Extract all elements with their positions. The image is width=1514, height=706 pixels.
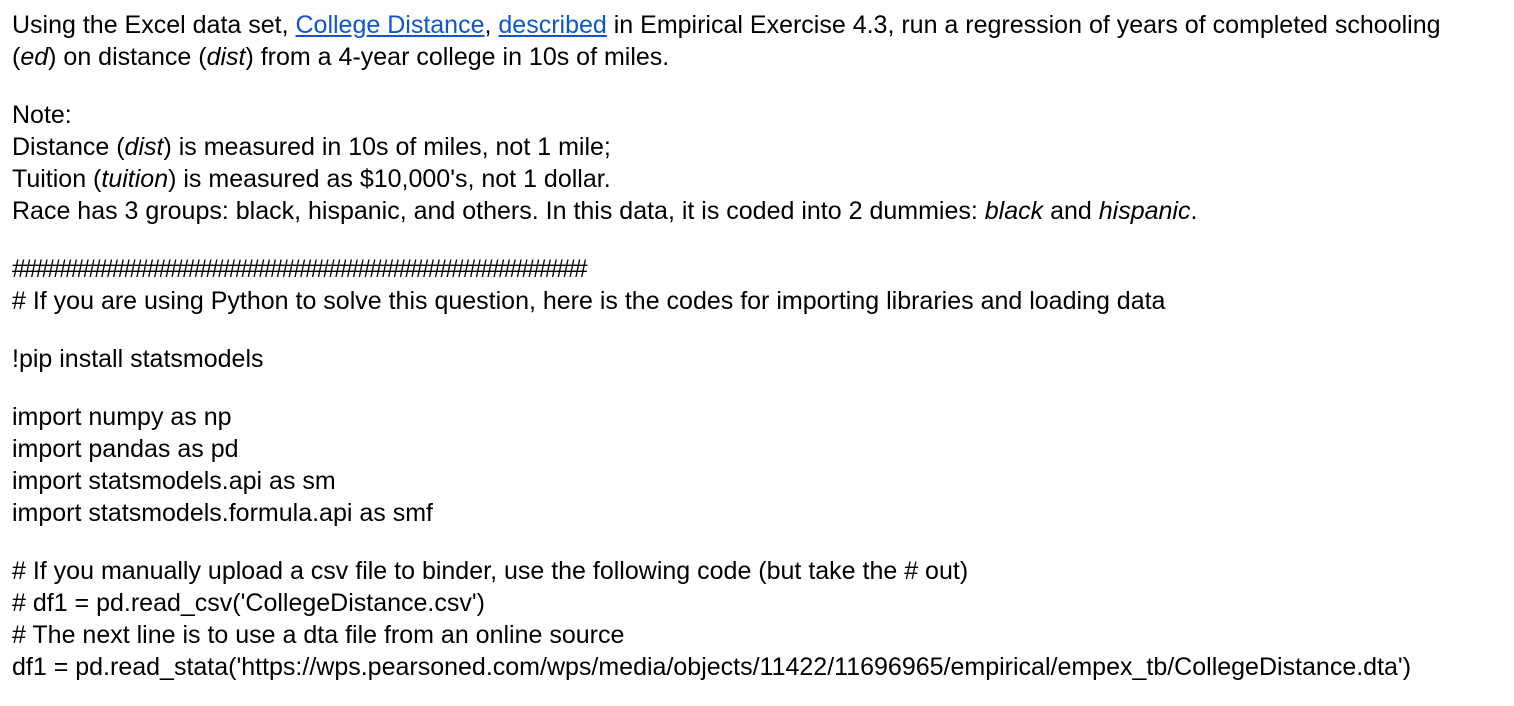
note-text: . [1190, 197, 1198, 225]
intro-text: ( [12, 43, 21, 71]
variable-dist: dist [206, 43, 246, 71]
import-smf-line: import statsmodels.formula.api as smf [12, 499, 433, 527]
upload-comment: # If you manually upload a csv file to binder, use the following code (but take the # out) [12, 557, 969, 585]
note-heading: Note: [12, 101, 72, 129]
described-link[interactable]: described [498, 11, 607, 39]
note-text: Distance ( [12, 133, 125, 161]
import-pandas-line: import pandas as pd [12, 435, 239, 463]
note-text: ) is measured as $10,000's, not 1 dollar. [168, 165, 611, 193]
pip-install-line: !pip install statsmodels [12, 345, 264, 373]
import-numpy-line: import numpy as np [12, 403, 232, 431]
note-text: and [1043, 197, 1099, 225]
note-text: Tuition ( [12, 165, 102, 193]
college-distance-link[interactable]: College Distance [295, 11, 485, 39]
intro-text: ) on distance ( [48, 43, 207, 71]
note-text: Race has 3 groups: black, hispanic, and others. In this data, it is coded into 2 dummies: [12, 197, 985, 225]
variable-ed: ed [20, 43, 49, 71]
intro-text: ) from a 4-year college in 10s of miles. [245, 43, 670, 71]
note-distance [12, 131, 1512, 163]
variable-tuition: tuition [101, 165, 169, 193]
variable-black: black [984, 197, 1044, 225]
variable-hispanic: hispanic [1098, 197, 1191, 225]
intro-text: Using the Excel data set, [12, 11, 296, 39]
note-tuition [12, 163, 1512, 195]
import-statsmodels-line: import statsmodels.api as sm [12, 467, 336, 495]
python-comment: # If you are using Python to solve this question, here is the codes for importing libraries and loading data [12, 287, 1166, 315]
intro-text: in Empirical Exercise 4.3, run a regression of years of completed schooling [606, 11, 1441, 39]
intro-text: , [484, 11, 499, 39]
note-race [12, 195, 1512, 227]
intro-line-2 [12, 41, 1512, 73]
note-text: ) is measured in 10s of miles, not 1 mile; [163, 133, 611, 161]
dta-comment: # The next line is to use a dta file from an online source [12, 621, 625, 649]
read-csv-line: # df1 = pd.read_csv('CollegeDistance.csv') [12, 589, 485, 617]
variable-dist: dist [124, 133, 164, 161]
read-stata-line: df1 = pd.read_stata('https://wps.pearsoned.com/wps/media/objects/11422/11696965/empirical/empex_tb/CollegeDistance.dta') [12, 653, 1412, 681]
intro-line-1 [12, 9, 1512, 41]
hash-separator: ################################################# [12, 255, 586, 283]
